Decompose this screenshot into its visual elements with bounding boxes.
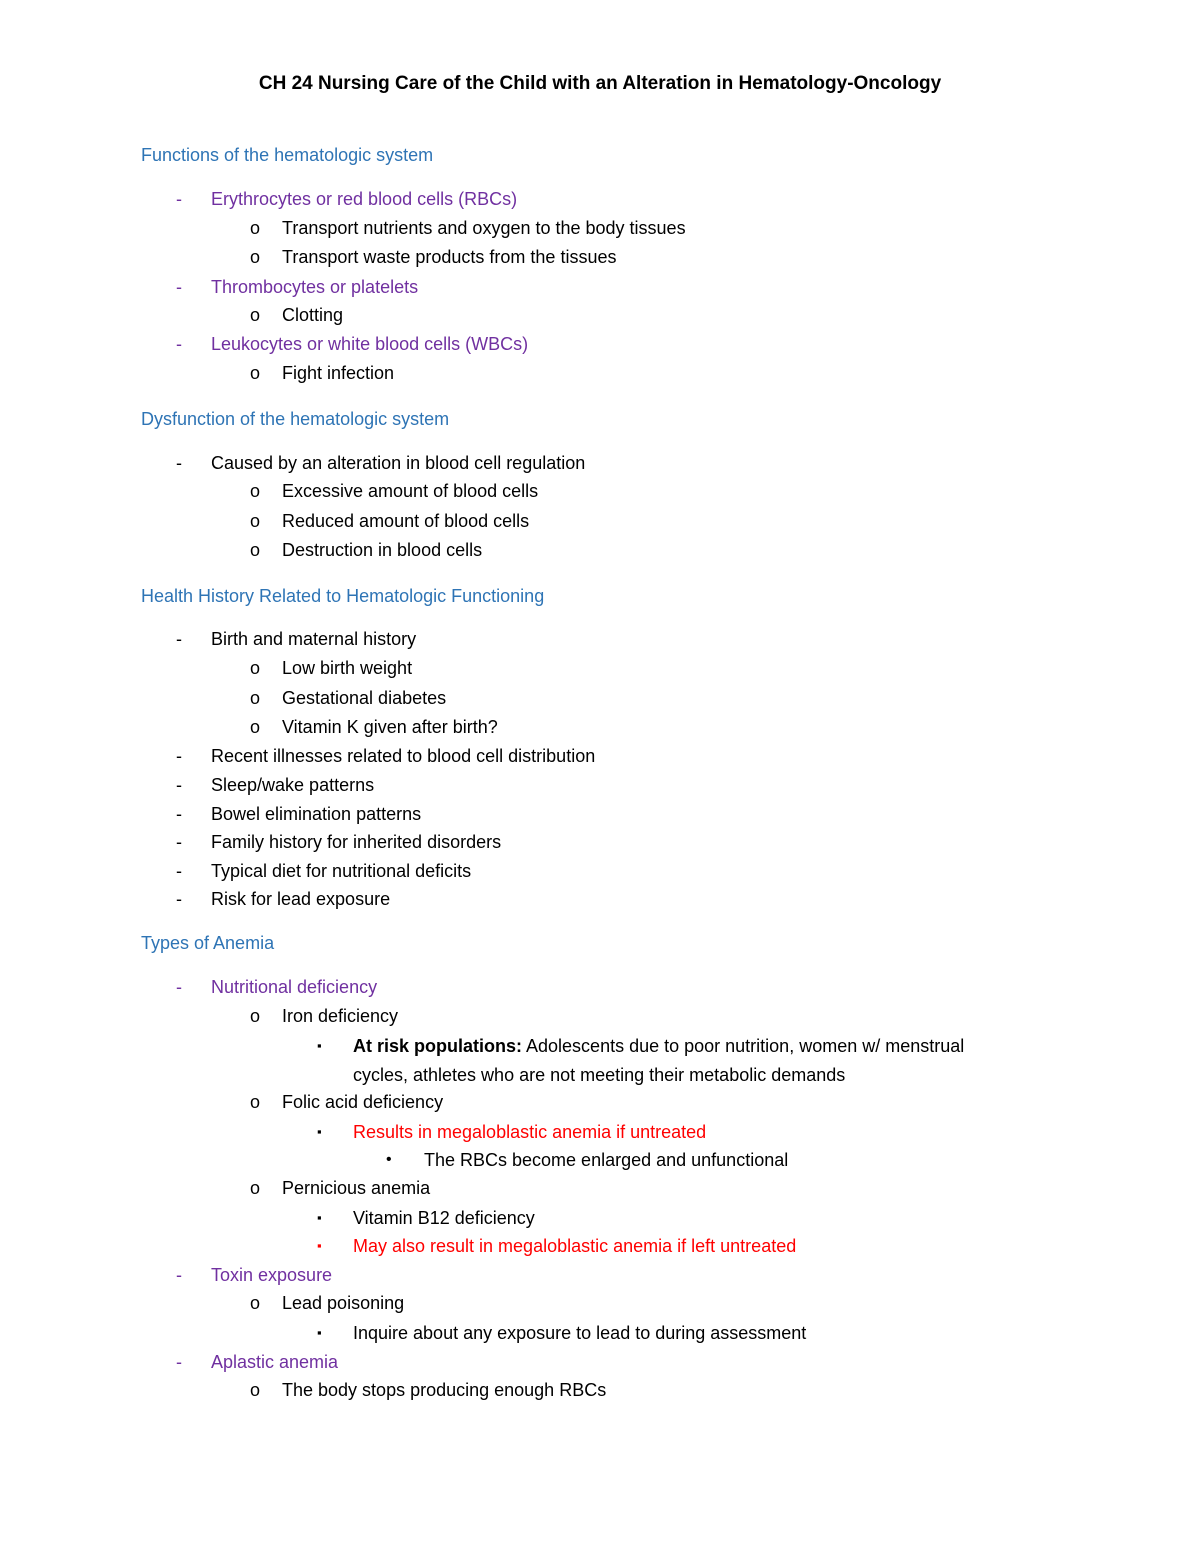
list-item <box>250 360 395 386</box>
list-item <box>250 685 447 711</box>
list-item-text: Lead poisoning <box>282 1293 405 1313</box>
list-item-text: Inquire about any exposure to lead to during assessment <box>353 1323 807 1343</box>
circle-bullet: o <box>250 218 261 238</box>
list-item <box>176 743 596 769</box>
list-item <box>317 1033 965 1059</box>
list-item <box>317 1119 707 1145</box>
list-item <box>250 1377 607 1403</box>
circle-bullet: o <box>250 688 261 708</box>
circle-bullet: o <box>250 540 261 560</box>
square-bullet: ▪ <box>317 1238 322 1253</box>
page-title: CH 24 Nursing Care of the Child with an Alteration in Hematology-Oncology <box>258 73 942 94</box>
dot-bullet: • <box>386 1151 392 1168</box>
list-item-text: Toxin exposure <box>211 1265 333 1285</box>
list-item-text: Nutritional deficiency <box>211 977 378 997</box>
at-risk-label: At risk populations: <box>353 1036 523 1056</box>
list-item-text: Leukocytes or white blood cells (WBCs) <box>211 334 529 354</box>
list-item-text: Iron deficiency <box>282 1006 399 1026</box>
list-item-text: Pernicious anemia <box>282 1178 431 1198</box>
list-item-text: Birth and maternal history <box>211 629 417 649</box>
list-item <box>250 1290 405 1316</box>
list-item <box>317 1233 797 1259</box>
list-item-text: Results in megaloblastic anemia if untreated <box>353 1122 707 1142</box>
list-item <box>386 1147 789 1173</box>
circle-bullet: o <box>250 1293 261 1313</box>
list-item-text: Family history for inherited disorders <box>211 832 502 852</box>
list-item-text: Low birth weight <box>282 658 413 678</box>
list-item <box>176 974 378 1000</box>
list-item-text: Bowel elimination patterns <box>211 804 422 824</box>
circle-bullet: o <box>250 481 261 501</box>
square-bullet: ▪ <box>317 1325 322 1340</box>
dash-bullet: - <box>176 334 182 354</box>
list-item-text: The RBCs become enlarged and unfunctional <box>424 1150 789 1170</box>
circle-bullet: o <box>250 1006 261 1026</box>
list-item-text: Erythrocytes or red blood cells (RBCs) <box>211 189 518 209</box>
dash-bullet: - <box>176 629 182 649</box>
list-item <box>250 215 686 241</box>
list-item <box>317 1205 535 1231</box>
list-item <box>176 331 529 357</box>
list-item-text: Caused by an alteration in blood cell regulation <box>211 453 586 473</box>
section-heading-history: Health History Related to Hematologic Functioning <box>141 586 545 606</box>
list-item <box>176 450 586 476</box>
list-item <box>176 858 472 884</box>
list-item-text: Transport nutrients and oxygen to the body tissues <box>282 218 686 238</box>
list-item <box>250 302 344 328</box>
list-item <box>250 655 413 681</box>
list-item <box>250 1089 444 1115</box>
square-bullet: ▪ <box>317 1124 322 1139</box>
list-item <box>250 714 498 740</box>
list-item <box>250 508 530 534</box>
list-item-text: Clotting <box>282 305 344 325</box>
list-item <box>176 274 419 300</box>
list-item <box>250 478 539 504</box>
list-item <box>176 801 422 827</box>
dash-bullet: - <box>176 1352 182 1372</box>
circle-bullet: o <box>250 247 261 267</box>
list-item <box>176 772 375 798</box>
square-bullet: ▪ <box>317 1210 322 1225</box>
dash-bullet: - <box>176 889 182 909</box>
circle-bullet: o <box>250 363 261 383</box>
list-item-continuation: cycles, athletes who are not meeting their metabolic demands <box>353 1065 846 1085</box>
list-item <box>250 1175 431 1201</box>
list-item <box>176 186 518 212</box>
list-item-text: Aplastic anemia <box>211 1352 339 1372</box>
list-item-text: May also result in megaloblastic anemia if left untreated <box>353 1236 797 1256</box>
list-item-text: Vitamin K given after birth? <box>282 717 498 737</box>
list-item <box>176 829 502 855</box>
list-item <box>250 1003 399 1029</box>
dash-bullet: - <box>176 189 182 209</box>
list-item <box>317 1320 807 1346</box>
circle-bullet: o <box>250 305 261 325</box>
list-item-text: Destruction in blood cells <box>282 540 483 560</box>
dash-bullet: - <box>176 804 182 824</box>
dash-bullet: - <box>176 277 182 297</box>
section-heading-functions: Functions of the hematologic system <box>141 145 434 165</box>
list-item-text: Adolescents due to poor nutrition, women w/ menstrual <box>522 1036 965 1056</box>
dash-bullet: - <box>176 977 182 997</box>
section-heading-dysfunction: Dysfunction of the hematologic system <box>141 409 450 429</box>
circle-bullet: o <box>250 717 261 737</box>
circle-bullet: o <box>250 658 261 678</box>
list-item <box>176 1262 333 1288</box>
dash-bullet: - <box>176 746 182 766</box>
dash-bullet: - <box>176 1265 182 1285</box>
list-item-text: Recent illnesses related to blood cell distribution <box>211 746 596 766</box>
section-heading-anemia: Types of Anemia <box>141 933 275 953</box>
list-item-text: Risk for lead exposure <box>211 889 391 909</box>
circle-bullet: o <box>250 511 261 531</box>
list-item-text: Typical diet for nutritional deficits <box>211 861 472 881</box>
list-item <box>250 244 617 270</box>
list-item <box>176 1349 339 1375</box>
list-item-text: Thrombocytes or platelets <box>211 277 419 297</box>
list-item <box>176 626 417 652</box>
circle-bullet: o <box>250 1380 261 1400</box>
dash-bullet: - <box>176 832 182 852</box>
list-item-text: Fight infection <box>282 363 395 383</box>
list-item-text: Sleep/wake patterns <box>211 775 375 795</box>
circle-bullet: o <box>250 1178 261 1198</box>
list-item-text: Gestational diabetes <box>282 688 447 708</box>
list-item-text: The body stops producing enough RBCs <box>282 1380 607 1400</box>
list-item-text: Excessive amount of blood cells <box>282 481 539 501</box>
list-item-text: Reduced amount of blood cells <box>282 511 530 531</box>
dash-bullet: - <box>176 861 182 881</box>
dash-bullet: - <box>176 453 182 473</box>
circle-bullet: o <box>250 1092 261 1112</box>
list-item <box>176 886 391 912</box>
list-item-text: Folic acid deficiency <box>282 1092 444 1112</box>
list-item-text: Vitamin B12 deficiency <box>353 1208 535 1228</box>
square-bullet: ▪ <box>317 1038 322 1053</box>
dash-bullet: - <box>176 775 182 795</box>
list-item <box>250 537 483 563</box>
list-item-text: Transport waste products from the tissues <box>282 247 617 267</box>
